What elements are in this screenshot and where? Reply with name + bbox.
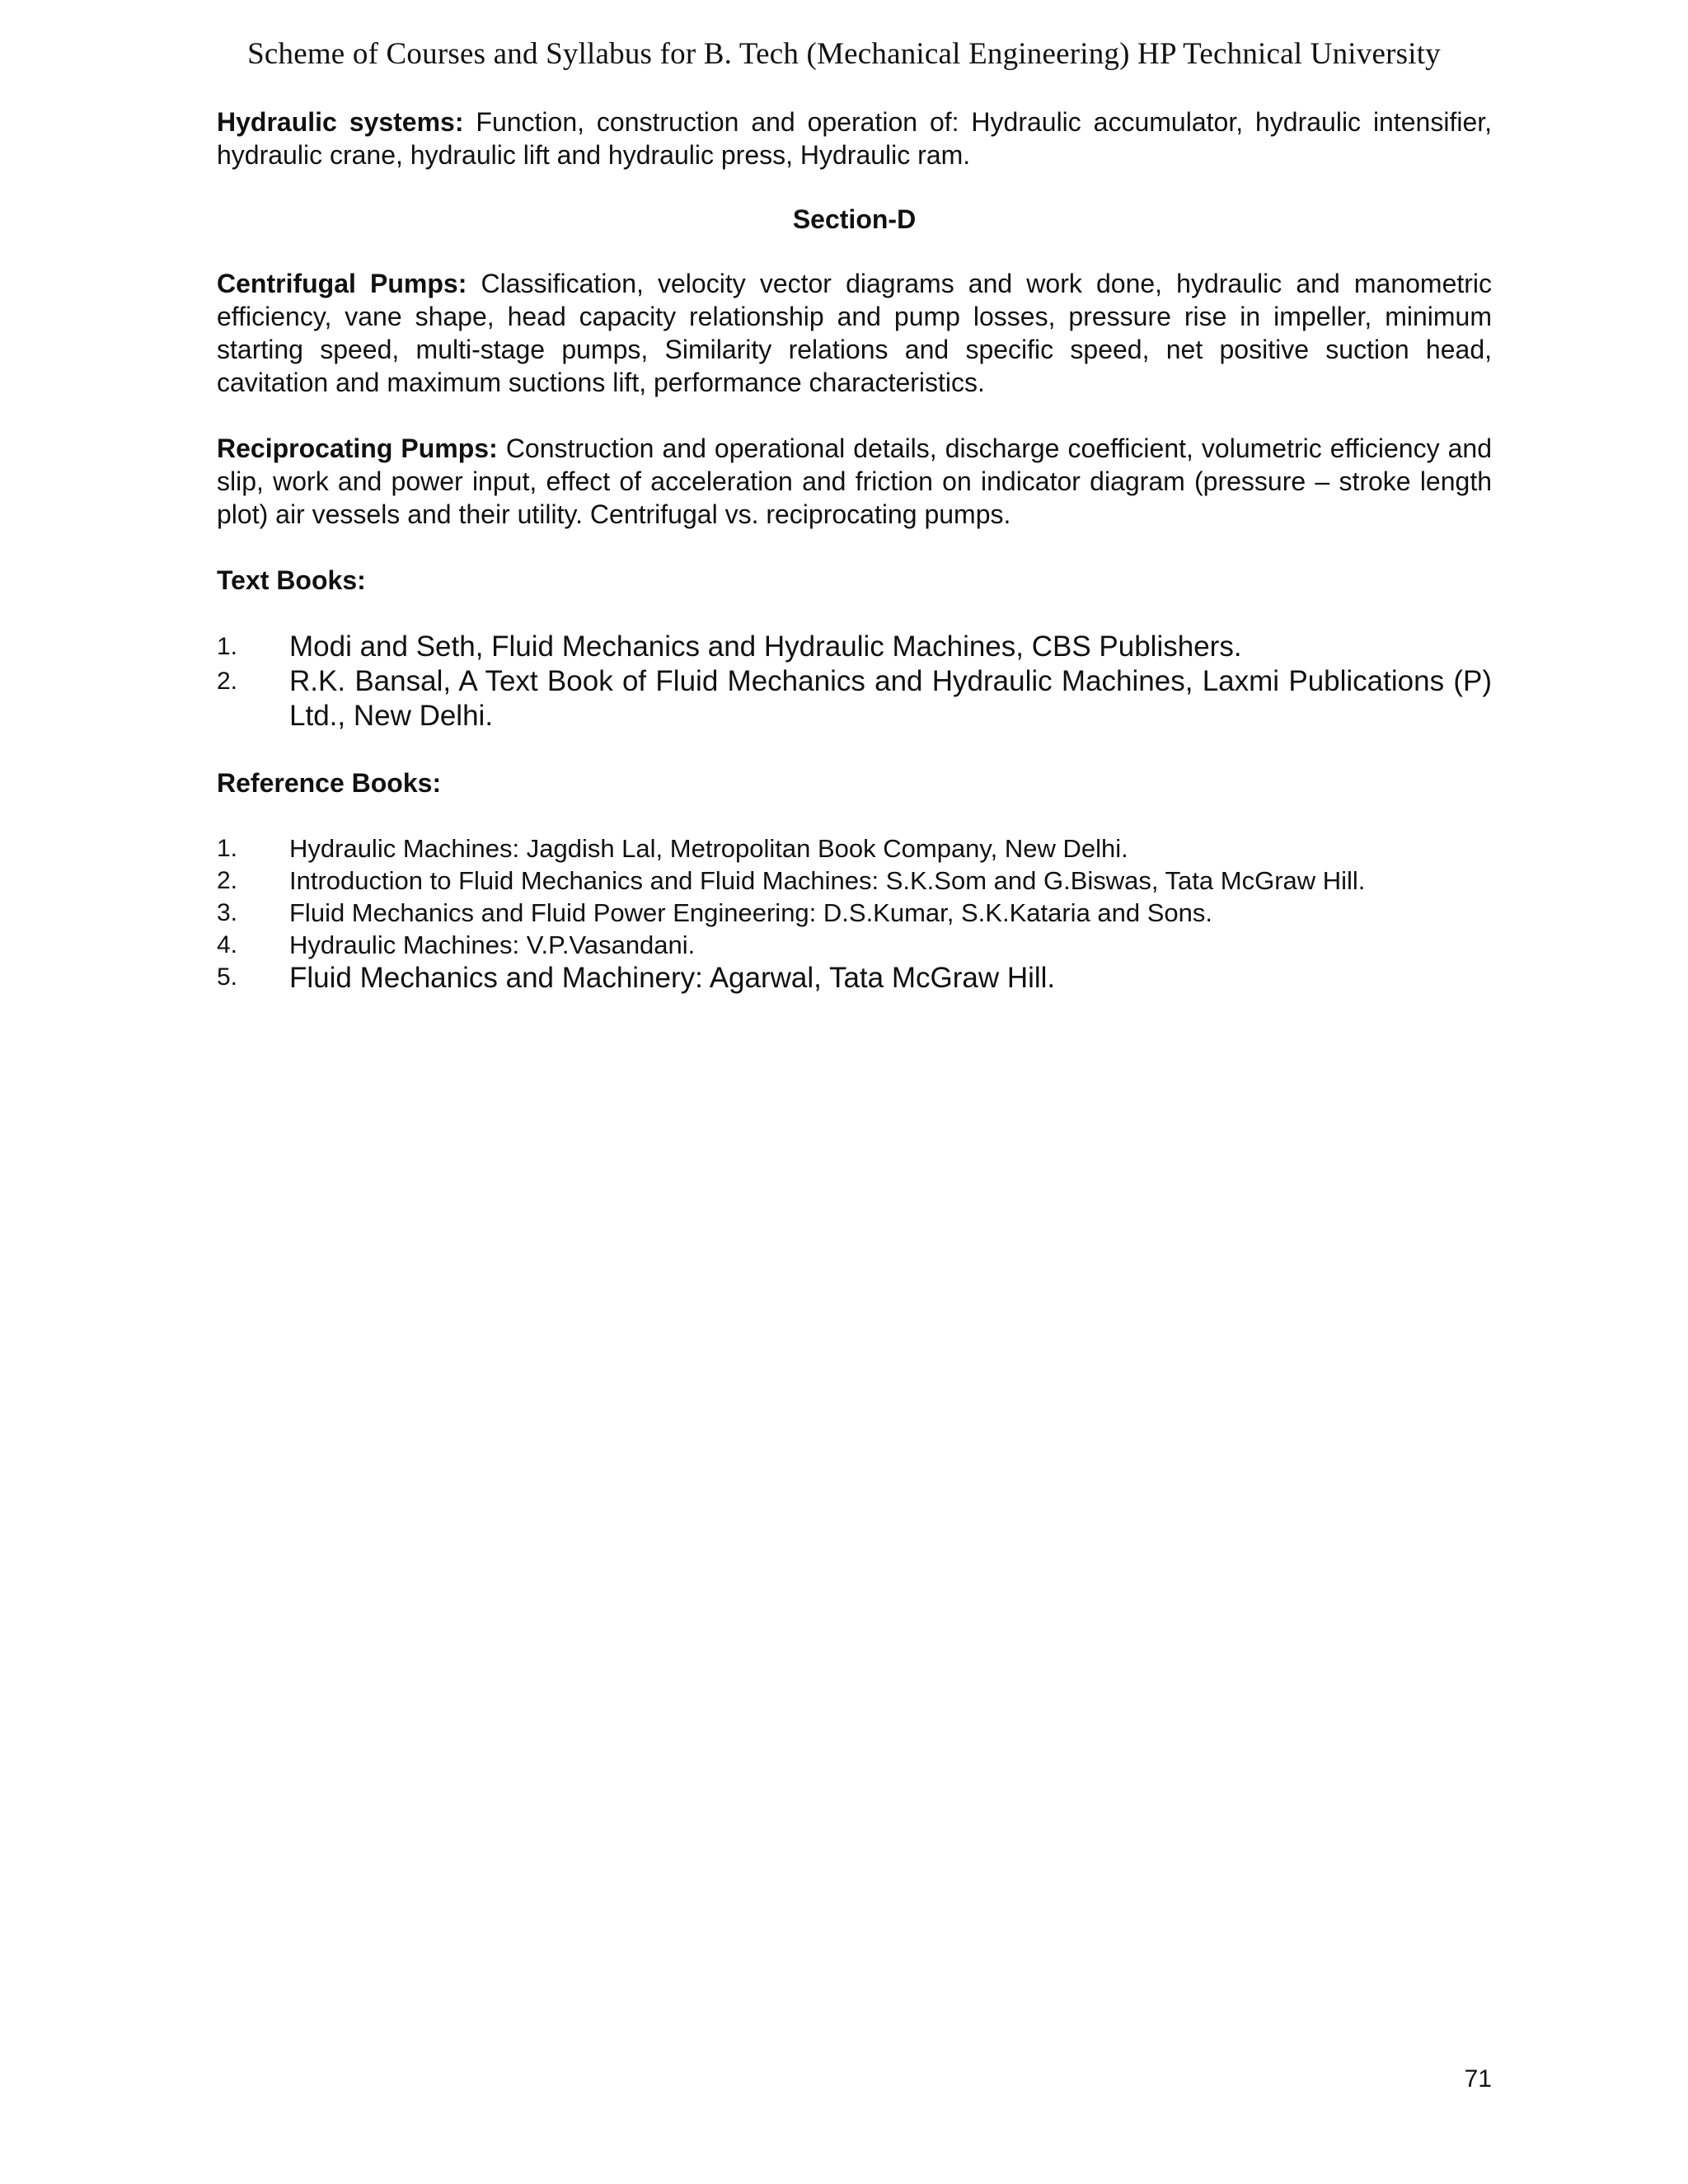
reciprocating-pumps-paragraph — [217, 432, 1492, 531]
list-item-text: Fluid Mechanics and Machinery: Agarwal, Tata McGraw Hill. — [289, 962, 1056, 994]
hydraulic-systems-paragraph — [217, 105, 1492, 171]
reference-books-list — [217, 832, 1492, 996]
list-item-number: 1. — [217, 633, 238, 660]
list-item — [217, 929, 1492, 961]
list-item-number: 5. — [217, 963, 238, 991]
list-item-number: 1. — [217, 835, 238, 862]
list-item-text: Introduction to Fluid Mechanics and Fluid Machines: S.K.Som and G.Biswas, Tata McGraw Hill. — [289, 866, 1366, 895]
centrifugal-pumps-paragraph — [217, 267, 1492, 399]
text-books-heading: Text Books: — [217, 565, 366, 595]
page-number: 71 — [1464, 2065, 1492, 2093]
list-item — [217, 961, 1492, 996]
reciprocating-pumps-heading: Reciprocating Pumps: — [217, 434, 498, 463]
hydraulic-systems-body: Function, construction and operation of: Hydraulic accumulator, hydraulic intensifier, hydraulic crane, hydraulic lift and hydraulic press, Hydraulic ram. — [217, 107, 1493, 170]
list-item — [217, 865, 1492, 897]
list-item-text: Fluid Mechanics and Fluid Power Engineering: D.S.Kumar, S.K.Kataria and Sons. — [289, 898, 1213, 927]
list-item — [217, 630, 1492, 664]
centrifugal-pumps-body: Classification, velocity vector diagrams and work done, hydraulic and manometric efficiency, vane shape, head capacity relationship and pump losses, pressure rise in impeller, minimum starting speed, multi-stage pumps, Similarity relations and specific speed, net positive suction head, cavitation and maximum suctions lift, performance characteristics. — [217, 269, 1493, 397]
reciprocating-pumps-body: Construction and operational details, discharge coefficient, volumetric efficiency and slip, work and power input, effect of acceleration and friction on indicator diagram (pressure – stroke length plot) air vessels and their utility. Centrifugal vs. reciprocating pumps. — [217, 434, 1493, 529]
text-books-list — [217, 630, 1492, 733]
list-item-text: Hydraulic Machines: V.P.Vasandani. — [289, 930, 696, 959]
list-item-text: Modi and Seth, Fluid Mechanics and Hydraulic Machines, CBS Publishers. — [289, 630, 1242, 663]
list-item-text: Hydraulic Machines: Jagdish Lal, Metropolitan Book Company, New Delhi. — [289, 834, 1128, 863]
hydraulic-systems-heading: Hydraulic systems: — [217, 107, 464, 137]
reference-books-heading: Reference Books: — [217, 768, 442, 798]
list-item — [217, 897, 1492, 929]
list-item — [217, 832, 1492, 865]
list-item-number: 3. — [217, 899, 238, 926]
list-item-number: 2. — [217, 867, 238, 894]
page-header: Scheme of Courses and Syllabus for B. Tech (Mechanical Engineering) HP Technical University — [247, 37, 1441, 71]
list-item-number: 2. — [217, 668, 238, 695]
syllabus-content — [217, 105, 1492, 996]
centrifugal-pumps-heading: Centrifugal Pumps: — [217, 269, 467, 298]
list-item-text: R.K. Bansal, A Text Book of Fluid Mechanics and Hydraulic Machines, Laxmi Publications (P) Ltd., New Delhi. — [289, 665, 1492, 732]
list-item-number: 4. — [217, 931, 238, 958]
section-heading: Section-D — [792, 204, 917, 234]
list-item — [217, 664, 1492, 733]
